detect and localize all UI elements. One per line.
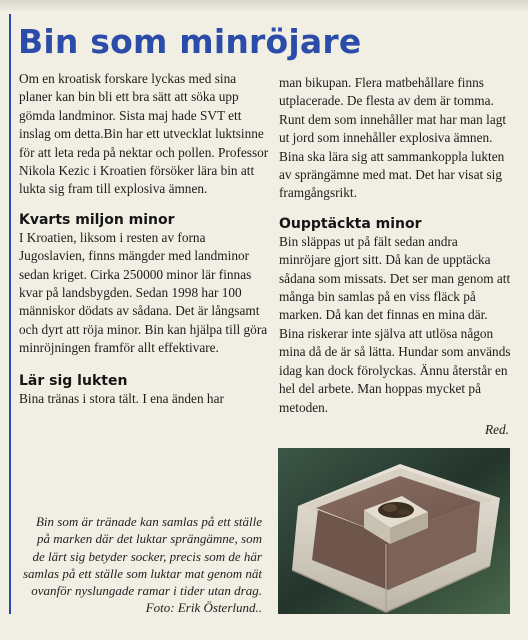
photo-caption: Bin som är tränade kan samlas på ett ställe på marken där det luktar sprängämne, som de lärt sig betyder socker, precis som de här samlas på ett ställe som luktar mat genom nät ovanför nyslungade ramar i tider utan drag. Foto: Erik Österlund..: [22, 514, 262, 616]
section-body-oupptackta: Bin släppas ut på fält sedan andra minröjare gjort sitt. Då kan de upptäcka sådana som missats. Det ser man genom att många bin samlas på en viss fläck på marken. Då kan det finnas en mina där. Bina riskerar inte själva att utlösa någon mina då de är så lätta. Hundar som används idag kan dock förolyckas. Ännu återstår en hel del arbete. Man hoppas mycket på metoden.: [279, 233, 511, 415]
page-top-shadow: [0, 0, 528, 12]
author-signature: Red.: [485, 421, 509, 437]
intro-paragraph: Om en kroatisk forskare lyckas med sina planer kan bin bli ett bra sätt att söka upp gömda landminor. Sista maj hade SVT ett inslag om detta.Bin har ett utvecklat luktsinne för att leta reda på nektar och pollen. Professor Nikola Kezic i Kroatien försöker lära bin att lukta sig fram till explosiva ämnen.: [19, 71, 269, 197]
section-heading-oupptackta: Oupptäckta minor: [279, 215, 422, 232]
section-heading-lar-sig-lukten: Lär sig lukten: [19, 372, 128, 389]
article-title: Bin som minröjare: [18, 22, 362, 61]
beehive-photo: [278, 448, 510, 614]
continued-paragraph: man bikupan. Flera matbehållare finns utplacerade. De flesta av dem är tomma. Runt dem som innehåller mat har man lagt ut jord som innehåller explosiva ämnen. Bina ska lära sig att sammankoppla lukten av sprängämne med mat. Det har visat sig framgångsrikt.: [279, 75, 507, 201]
section-body-kvarts-miljon: I Kroatien, liksom i resten av forna Jugoslavien, finns mängder med landminor sedan kriget. Cirka 250000 minor lär finnas kvar på landsbygden. Sedan 1998 har 100 människor dödats av sådana. Det är långsamt och dyrt att röja minor. Bin kan hjälpa till göra minröjningen framför allt effektivare.: [19, 229, 268, 356]
section-body-lar-sig-lukten: Bina tränas i stora tält. I ena änden har: [19, 390, 224, 406]
text-column-left: [19, 70, 269, 408]
left-margin-rule: [9, 14, 11, 614]
beehive-illustration: [278, 448, 510, 614]
section-heading-kvarts-miljon: Kvarts miljon minor: [19, 211, 175, 228]
text-column-right: [279, 74, 511, 439]
